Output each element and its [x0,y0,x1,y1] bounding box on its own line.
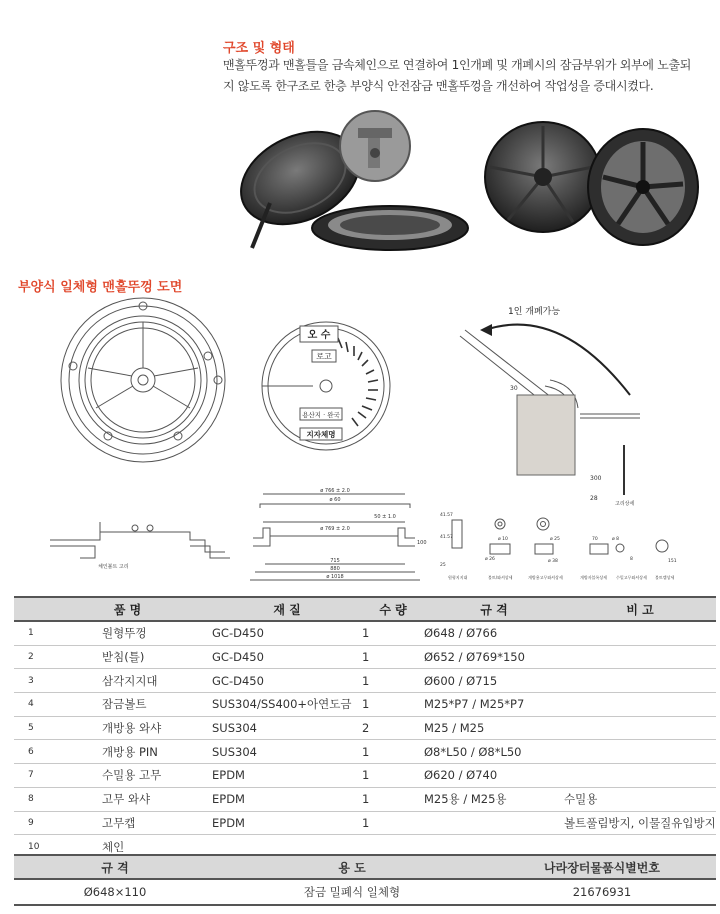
part-dim-1: 41.57 [440,513,453,518]
row-number: 10 [14,835,62,859]
row-spec: Ø652 / Ø769*150 [424,645,564,669]
row-qty: 1 [362,693,424,717]
summary-header-spec: 규 격 [14,855,216,879]
row-note [564,645,716,669]
row-note [564,693,716,717]
open-arrow-icon [480,324,492,336]
row-note [564,621,716,645]
dim-d5: 715 [330,558,340,564]
row-name: 받침(틀) [62,645,212,669]
part-label-2: 볼트/와셔상세 [488,575,513,580]
table-row [14,669,716,693]
row-note [564,764,716,788]
spec-table-header [14,597,716,621]
row-qty: 1 [362,645,424,669]
row-number: 7 [14,764,62,788]
structure-description [223,55,718,97]
row-material: EPDM [212,811,362,835]
row-note [564,669,716,693]
header-name: 품 명 [14,597,212,621]
part-label-4: 개방자블록상세 [580,575,608,580]
summary-use: 잠금 밀폐식 일체형 [216,879,488,905]
dim-28: 28 [590,495,598,502]
part-label-6: 볼트캡상세 [655,575,675,580]
open-label: 1인 개폐가능 [508,307,561,317]
row-note [564,740,716,764]
part-label-3: 개방용고무와셔상세 [528,575,563,580]
summary-header-use: 용 도 [216,855,488,879]
row-material: EPDM [212,787,362,811]
drawing-cross-section [245,486,425,586]
part-dim-4: ø 10 [498,537,508,542]
row-material: SUS304/SS400+아연도금 [212,693,362,717]
row-spec: Ø600 / Ø715 [424,669,564,693]
row-name: 고무캡 [62,811,212,835]
row-number: 5 [14,716,62,740]
cover-label-logo: 로고 [316,352,332,361]
part-dim-10: 8 [630,557,633,562]
row-name: 개방용 와샤 [62,716,212,740]
row-name: 개방용 PIN [62,740,212,764]
row-name: 수밀용 고무 [62,764,212,788]
dim-30: 30 [510,385,518,392]
table-row [14,645,716,669]
cover-label-chain: 지자체명 [306,430,336,439]
header-material: 재 질 [212,597,362,621]
table-row [14,764,716,788]
cover-label-region: 용산지 · 완국 [302,411,340,419]
row-number: 2 [14,645,62,669]
detail-label: 체인볼트 고리 [98,564,129,570]
row-number: 8 [14,787,62,811]
spec-table [14,596,716,859]
part-dim-9: ø 8 [612,537,620,542]
dim-d2: ø 60 [329,497,341,503]
row-qty: 1 [362,669,424,693]
row-material: SUS304 [212,716,362,740]
photo-lid-underside [478,112,703,252]
table-row [14,811,716,835]
row-qty: 1 [362,740,424,764]
structure-line-1: 맨홀뚜껑과 맨홀틀을 금속체인으로 연결하여 1인개폐 및 개폐시의 잠금부위가 외부에 노출되 [223,58,692,72]
part-dim-7: ø 38 [548,559,558,564]
structure-line-2: 지 않도록 한구조로 한층 부양식 안전잠금 맨홀뚜껑을 개선하여 작업성을 증대시켰다. [223,79,654,93]
summary-spec: Ø648×110 [14,879,216,905]
row-note: 수밀용 [564,787,716,811]
row-material: GC-D450 [212,621,362,645]
drawing-parts-details [440,506,690,584]
row-note: 볼트풀림방지, 이물질유입방지 [564,811,716,835]
row-qty: 1 [362,811,424,835]
summary-header [14,855,716,879]
row-name: 체인 [62,835,212,859]
row-material: GC-D450 [212,645,362,669]
table-row [14,716,716,740]
summary-id: 21676931 [488,879,716,905]
row-name: 삼각지지대 [62,669,212,693]
summary-table [14,854,716,906]
row-number: 9 [14,811,62,835]
row-spec: M25*P7 / M25*P7 [424,693,564,717]
row-spec: M25 / M25 [424,716,564,740]
part-dim-3: 25 [440,563,446,568]
row-name: 잠금볼트 [62,693,212,717]
dim-d7: ø 1018 [326,574,344,580]
row-spec: Ø8*L50 / Ø8*L50 [424,740,564,764]
part-label-1: 원형지지대 [448,575,468,580]
part-dim-8: 70 [592,537,598,542]
table-row [14,740,716,764]
row-name: 원형뚜껑 [62,621,212,645]
drawing-section-left [40,510,240,572]
drawing-plan-frame [48,296,238,464]
header-note: 비 고 [564,597,716,621]
chain-detail-label: 고리상세 [615,501,635,507]
header-spec: 규 격 [424,597,564,621]
row-number: 6 [14,740,62,764]
row-spec: M25용 / M25용 [424,787,564,811]
row-spec: Ø648 / Ø766 [424,621,564,645]
cover-label-top: 오 수 [307,330,331,341]
part-dim-11: 151 [668,559,677,564]
table-row [14,621,716,645]
dim-d6: 880 [330,566,340,572]
part-dim-5: ø 26 [485,557,495,562]
dim-d3: 50 ± 1.0 [374,514,396,520]
part-dim-6: ø 25 [550,537,560,542]
part-label-5: 수밀고무와셔상세 [616,575,647,580]
drawing-title: 부양식 일체형 맨홀뚜껑 도면 [18,280,183,295]
header-qty: 수 량 [362,597,424,621]
summary-header-id: 나라장터물품식별번호 [488,855,716,879]
row-number: 3 [14,669,62,693]
row-note [564,716,716,740]
row-qty: 1 [362,764,424,788]
dim-300: 300 [590,475,602,482]
dim-d4: ø 769 ± 2.0 [320,526,350,532]
dim-h: 100 [417,540,427,546]
part-dim-2: 41.57 [440,535,453,540]
row-number: 4 [14,693,62,717]
photo-open-manhole [230,108,475,258]
row-qty: 1 [362,621,424,645]
structure-title: 구조 및 형태 [223,41,295,56]
row-qty: 1 [362,787,424,811]
row-name: 고무 와샤 [62,787,212,811]
row-material: EPDM [212,764,362,788]
row-material: GC-D450 [212,669,362,693]
dim-d1: ø 766 ± 2.0 [320,488,350,494]
row-spec [424,811,564,835]
table-row [14,787,716,811]
row-qty: 2 [362,716,424,740]
row-number: 1 [14,621,62,645]
drawing-side-open [440,300,655,505]
table-row [14,693,716,717]
row-spec: Ø620 / Ø740 [424,764,564,788]
summary-row [14,879,716,905]
drawing-cover-top [258,318,398,456]
row-material: SUS304 [212,740,362,764]
